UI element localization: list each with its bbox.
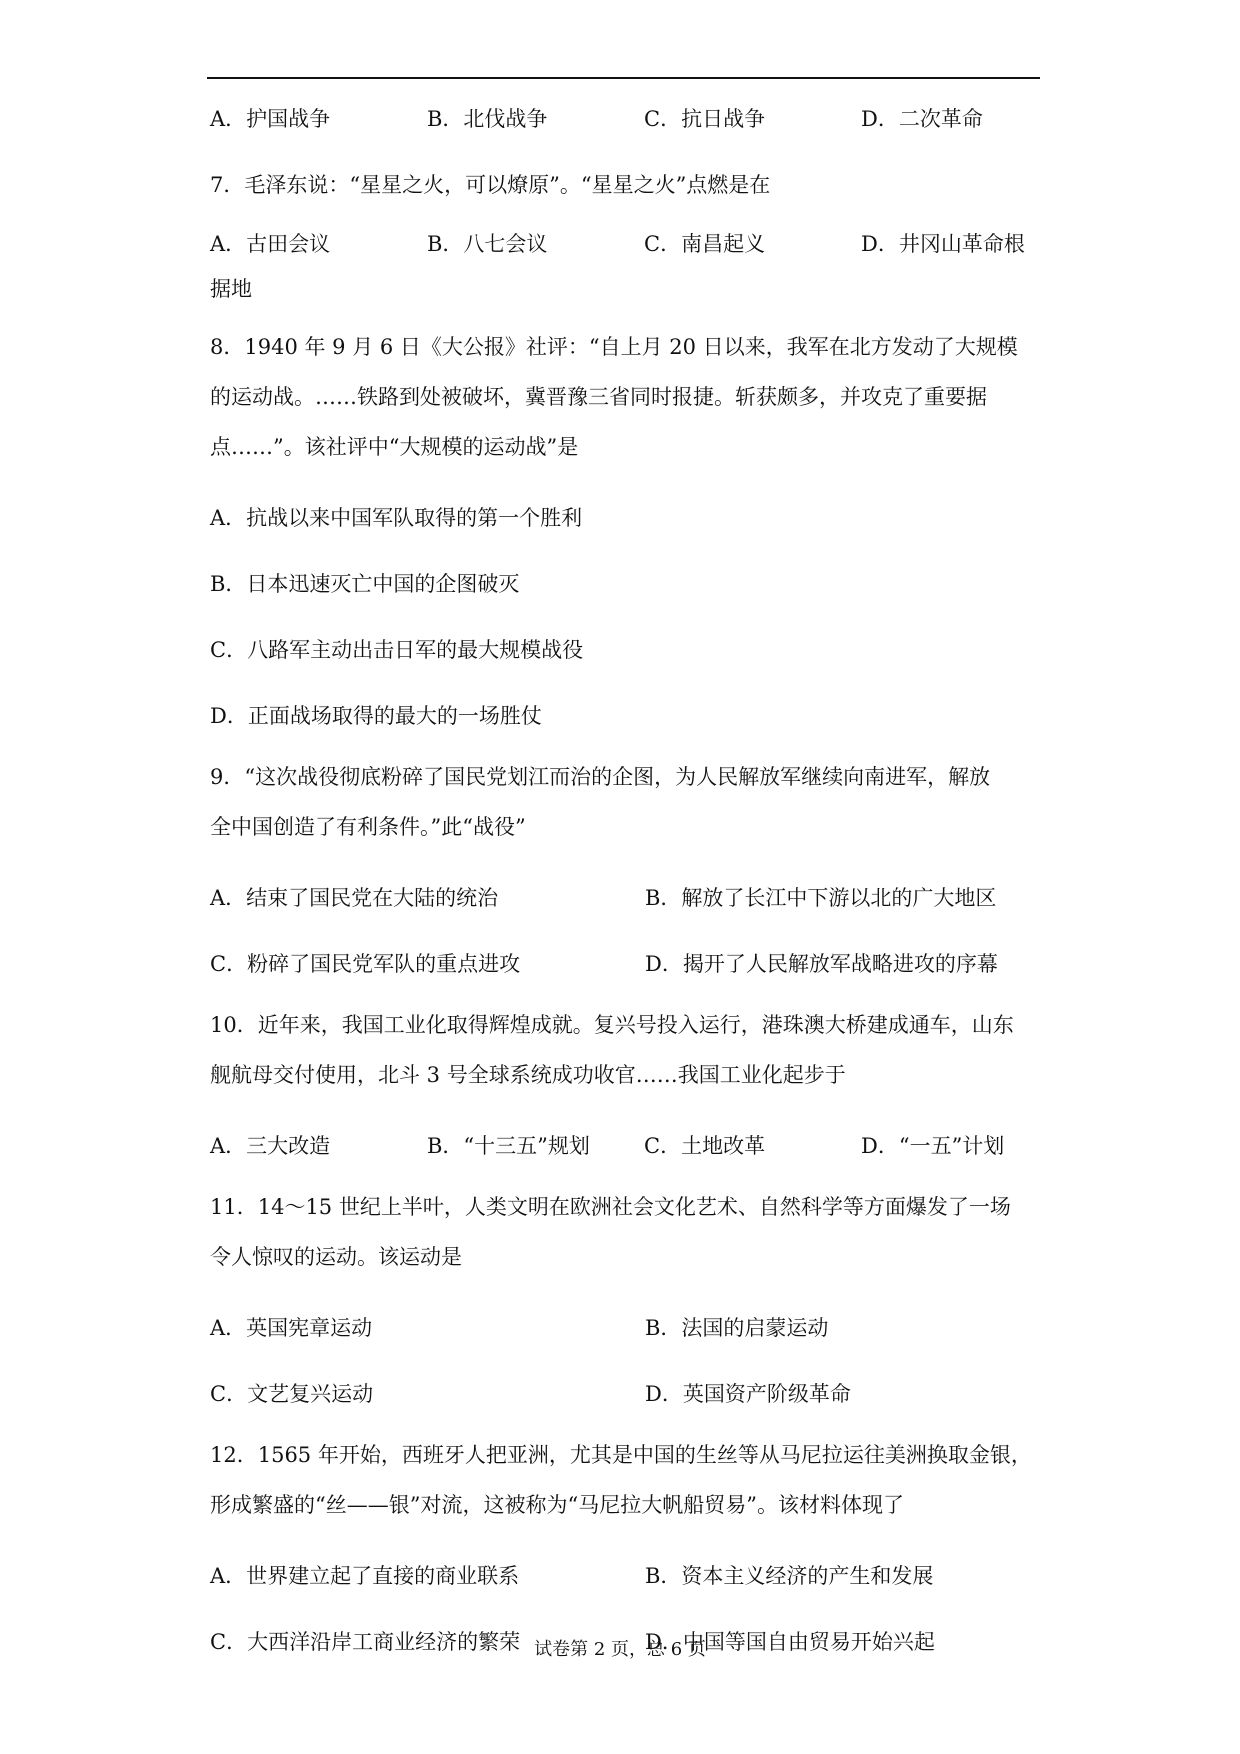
q11-stem-line-2: 令人惊叹的运动。该运动是	[210, 1245, 462, 1269]
q11-stem-line-1: 11．14～15 世纪上半叶，人类文明在欧洲社会文化艺术、自然科学等方面爆发了一场	[210, 1195, 1011, 1219]
q9-options-row-1	[210, 873, 1055, 939]
exam-content	[210, 94, 1055, 1683]
q11-option-d: D．英国资产阶级革命	[645, 1382, 851, 1406]
q7-option-d-continued: 据地	[210, 277, 252, 301]
q12-options-row-1	[210, 1551, 1055, 1617]
q6-option-d: D．二次革命	[861, 107, 983, 131]
q12-option-b: B．资本主义经济的产生和发展	[645, 1564, 934, 1588]
q7-option-b: B．八七会议	[427, 232, 548, 256]
q9-stem-line-1: 9．“这次战役彻底粉碎了国民党划江而治的企图，为人民解放军继续向南进军，解放	[210, 765, 991, 789]
q10-option-a: A．三大改造	[210, 1134, 331, 1158]
q6-options	[210, 94, 1055, 160]
q6-option-a: A．护国战争	[210, 107, 331, 131]
q7-option-d: D．井冈山革命根	[861, 232, 1025, 256]
q8-option-b: B．日本迅速灭亡中国的企图破灭	[210, 572, 520, 596]
q9-option-c: C．粉碎了国民党军队的重点进攻	[210, 952, 521, 976]
q9-stem-line-2: 全中国创造了有利条件。”此“战役”	[210, 815, 526, 839]
q7-option-c: C．南昌起义	[644, 232, 766, 256]
q8-option-a: A．抗战以来中国军队取得的第一个胜利	[210, 506, 583, 530]
q12-option-a: A．世界建立起了直接的商业联系	[210, 1564, 520, 1588]
q10-option-b: B．“十三五”规划	[427, 1134, 590, 1158]
q6-option-b: B．北伐战争	[427, 107, 548, 131]
q7-option-a: A．古田会议	[210, 232, 331, 256]
q11-options-row-2	[210, 1369, 1055, 1435]
q10-option-c: C．土地改革	[644, 1134, 766, 1158]
header-rule	[207, 77, 1040, 79]
q8-option-c: C．八路军主动出击日军的最大规模战役	[210, 638, 584, 662]
q11-option-b: B．法国的启蒙运动	[645, 1316, 829, 1340]
q9-options-row-2	[210, 939, 1055, 1005]
q8-stem-line-3: 点……”。该社评中“大规模的运动战”是	[210, 435, 579, 459]
q9-option-a: A．结束了国民党在大陆的统治	[210, 886, 499, 910]
q8-stem-line-1: 8．1940 年 9 月 6 日《大公报》社评：“自上月 20 日以来，我军在北方发动了大规模	[210, 335, 1018, 359]
q7-stem: 7．毛泽东说：“星星之火，可以燎原”。“星星之火”点燃是在	[210, 173, 771, 197]
q10-stem-line-1: 10．近年来，我国工业化取得辉煌成就。复兴号投入运行，港珠澳大桥建成通车，山东	[210, 1013, 1014, 1037]
q6-option-c: C．抗日战争	[644, 107, 766, 131]
q10-options	[210, 1121, 1055, 1187]
q8-stem-line-2: 的运动战。……铁路到处被破坏，冀晋豫三省同时报捷。斩获颇多，并攻克了重要据	[210, 385, 987, 409]
q12-option-c: C．大西洋沿岸工商业经济的繁荣	[210, 1630, 521, 1654]
q11-option-a: A．英国宪章运动	[210, 1316, 373, 1340]
q11-option-c: C．文艺复兴运动	[210, 1382, 374, 1406]
page-footer: 试卷第 2 页，总 6 页	[534, 1639, 706, 1660]
q12-stem-line-1: 12．1565 年开始，西班牙人把亚洲，尤其是中国的生丝等从马尼拉运往美洲换取金银，	[210, 1443, 1032, 1467]
q10-option-d: D．“一五”计划	[861, 1134, 1005, 1158]
q8-option-d: D．正面战场取得的最大的一场胜仗	[210, 704, 542, 728]
q9-option-b: B．解放了长江中下游以北的广大地区	[645, 886, 997, 910]
q7-options	[210, 226, 1055, 271]
q10-stem-line-2: 舰航母交付使用，北斗 3 号全球系统成功收官……我国工业化起步于	[210, 1063, 846, 1087]
q12-option-d: D．中国等国自由贸易开始兴起	[645, 1630, 935, 1654]
q11-options-row-1	[210, 1303, 1055, 1369]
q9-option-d: D．揭开了人民解放军战略进攻的序幕	[645, 952, 998, 976]
q12-stem-line-2: 形成繁盛的“丝——银”对流，这被称为“马尼拉大帆船贸易”。该材料体现了	[210, 1493, 904, 1517]
